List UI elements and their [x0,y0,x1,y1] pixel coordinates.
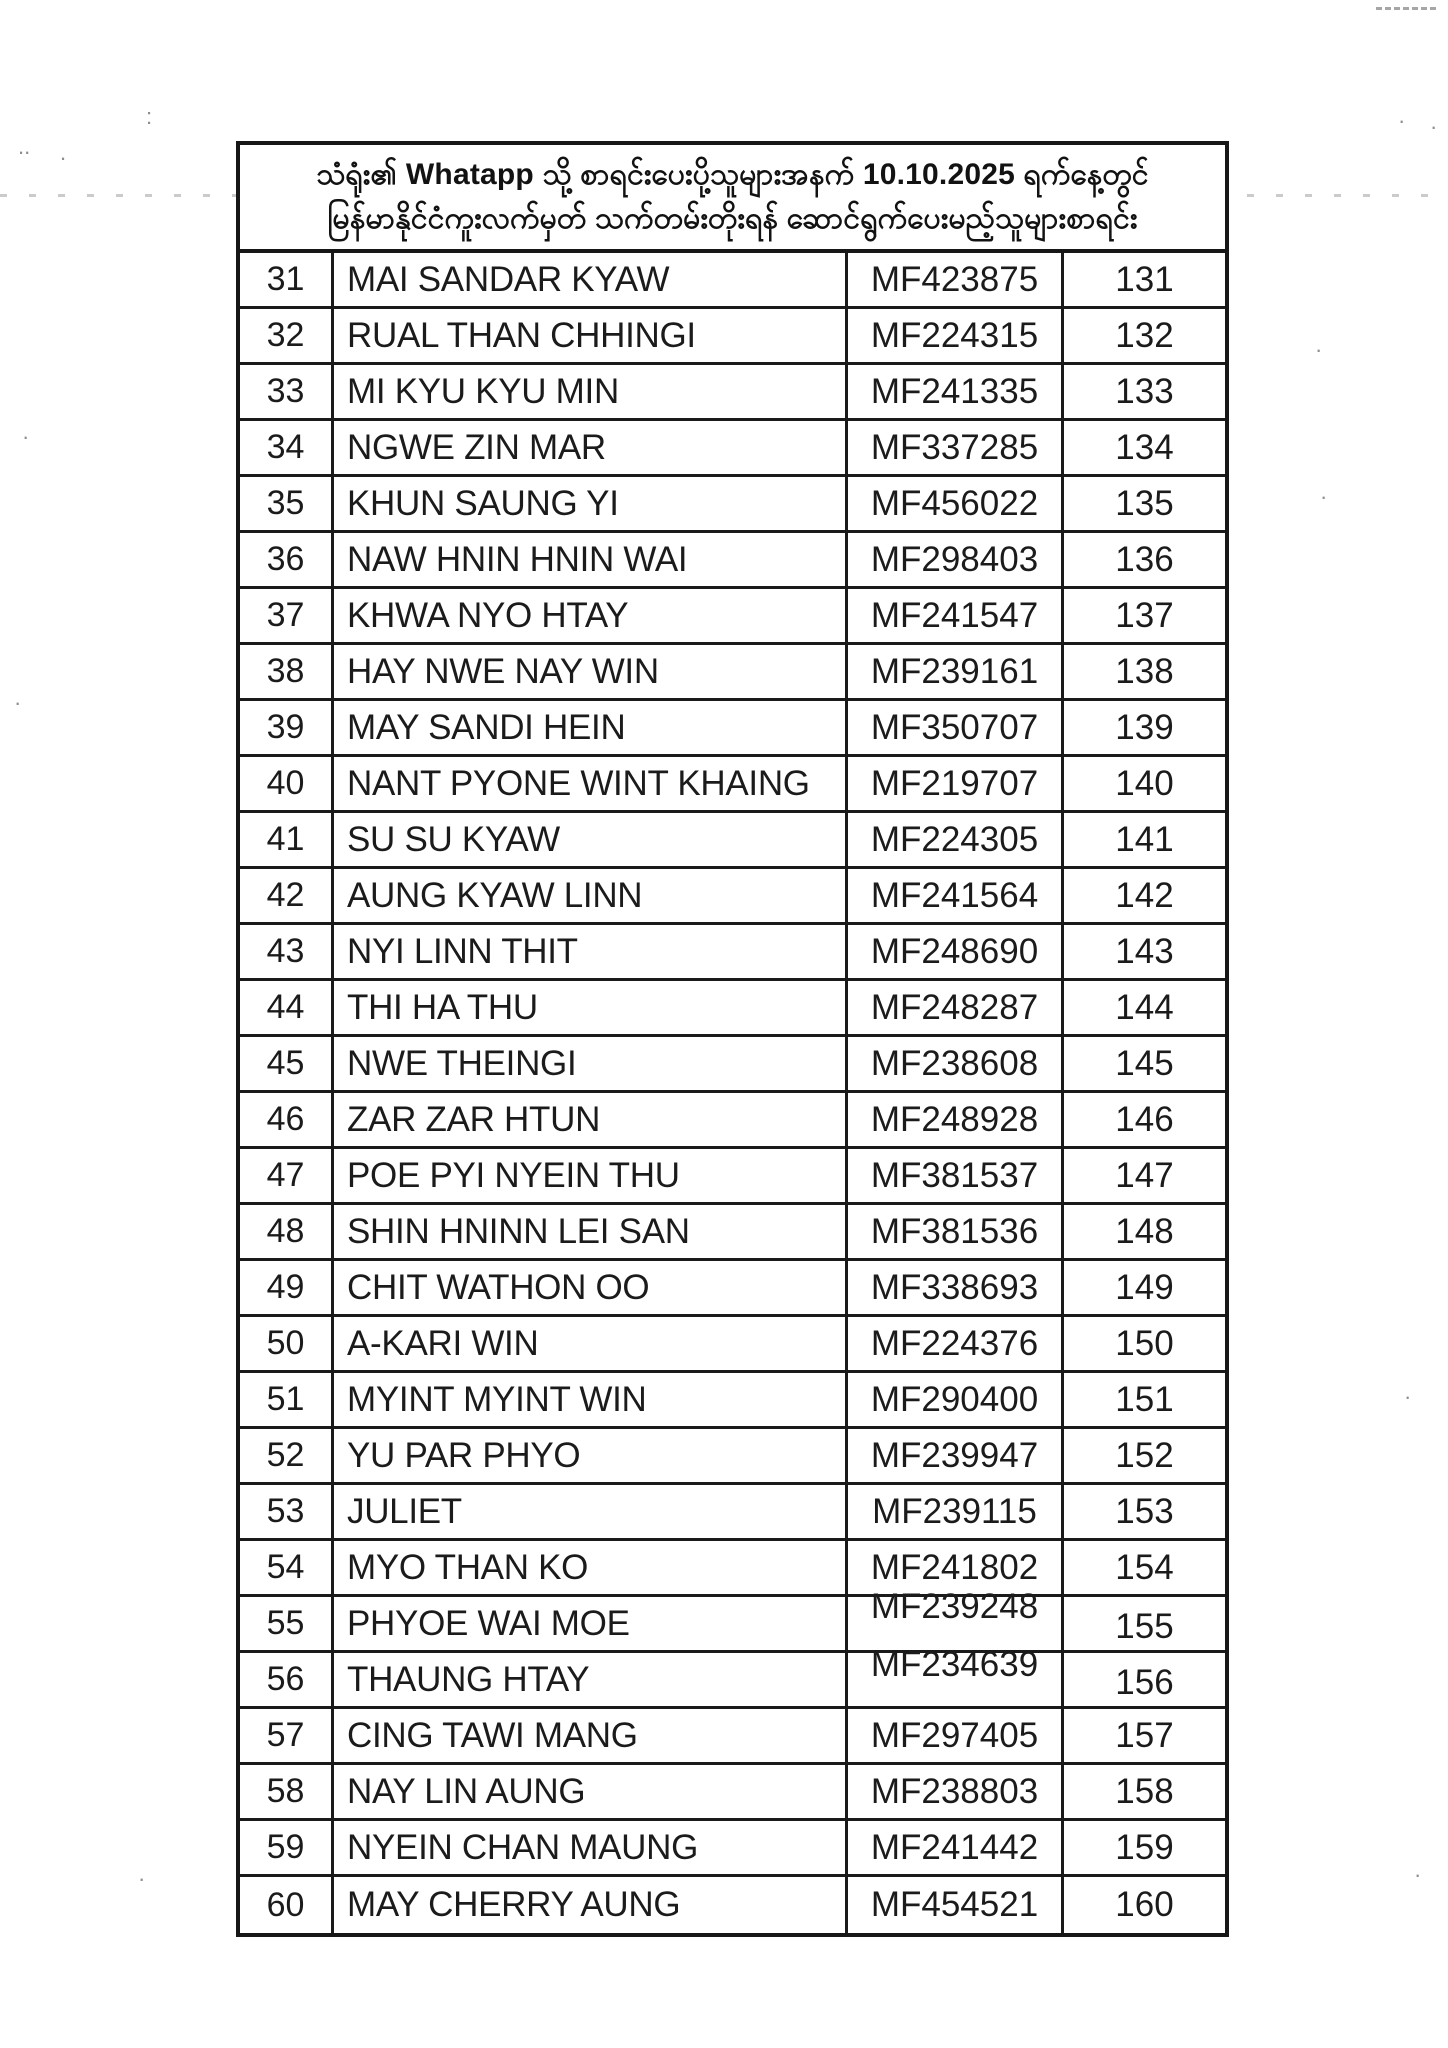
name-text: PHYOE WAI MOE [347,1603,630,1643]
cell-name [334,869,848,922]
name-text: MAY SANDI HEIN [347,707,626,747]
table-row [240,701,1225,757]
scan-artifact-speck: · [1315,337,1323,362]
cell-passport-number [848,1149,1064,1202]
list-number-text: 157 [1115,1715,1174,1755]
passport-number-text: MF238608 [870,1043,1039,1083]
list-number-text: 155 [1115,1606,1174,1646]
serial-number-text: 44 [266,988,305,1026]
name-text: YU PAR PHYO [347,1435,581,1475]
cell-passport-number [848,1037,1064,1090]
cell-serial-number [240,589,334,642]
serial-number-text: 34 [266,428,305,466]
cell-passport-number [848,1877,1064,1933]
table-row [240,645,1225,701]
serial-number-text: 49 [266,1268,305,1306]
cell-list-number [1064,1205,1225,1258]
cell-passport-number [848,1205,1064,1258]
cell-serial-number [240,1373,334,1426]
cell-name [334,1093,848,1146]
list-number-text: 159 [1115,1827,1174,1867]
list-number-text: 137 [1115,595,1174,635]
serial-number-text: 52 [266,1436,305,1474]
cell-list-number [1064,1765,1225,1818]
list-number-text: 149 [1115,1267,1174,1307]
serial-number-text: 53 [266,1492,305,1530]
scan-artifact-speck: : [146,104,153,129]
cell-name [334,421,848,474]
cell-serial-number [240,1485,334,1538]
cell-passport-number [848,1765,1064,1818]
cell-name [334,981,848,1034]
cell-list-number [1064,1877,1225,1933]
scan-artifact-speck: · [1398,108,1406,133]
cell-passport-number [848,421,1064,474]
serial-number-text: 31 [266,260,305,298]
serial-number-text: 39 [266,708,305,746]
name-text: POE PYI NYEIN THU [347,1155,680,1195]
table-row [240,1037,1225,1093]
table-row [240,1586,1225,1653]
passport-number-text: MF337285 [870,427,1039,467]
cell-passport-number [848,1821,1064,1874]
name-text: MYINT MYINT WIN [347,1379,647,1419]
list-number-text: 140 [1115,763,1174,803]
cell-name [334,1653,848,1706]
cell-passport-number [848,925,1064,978]
passport-number-text: MF290400 [870,1379,1039,1419]
cell-name [334,925,848,978]
cell-name [334,1765,848,1818]
passport-number-text: MF224305 [870,819,1039,859]
scan-artifact-speck: · [1430,114,1438,139]
name-text: HAY NWE NAY WIN [347,651,659,691]
cell-name [334,757,848,810]
cell-serial-number [240,1429,334,1482]
table-row [240,1644,1225,1709]
title-line-2: မြန်မာနိုင်ငံကူးလက်မှတ် သက်တမ်းတိုးရန် ဆောင်ရွက်ပေးမည့်သူများစာရင်း [327,202,1138,235]
cell-passport-number [848,1586,1064,1650]
cell-passport-number [848,645,1064,698]
table-row [240,309,1225,365]
name-text: NGWE ZIN MAR [347,427,606,467]
table-row [240,1821,1225,1877]
cell-passport-number [848,757,1064,810]
list-number-text: 134 [1115,427,1174,467]
passport-number-text: MF423875 [870,259,1039,299]
name-text: NYEIN CHAN MAUNG [347,1827,699,1867]
list-number-text: 150 [1115,1323,1174,1363]
cell-passport-number [848,253,1064,306]
cell-name [334,253,848,306]
passport-number-text: MF239115 [872,1491,1037,1531]
name-text: KHUN SAUNG YI [347,483,619,523]
list-number-text: 145 [1115,1043,1174,1083]
serial-number-text: 42 [266,876,305,914]
list-number-text: 141 [1115,819,1174,859]
cell-name [334,1485,848,1538]
name-text: THAUNG HTAY [347,1659,590,1699]
cell-list-number [1064,309,1225,362]
cell-list-number [1064,365,1225,418]
passport-number-text: MF238803 [870,1771,1039,1811]
name-text: NWE THEINGI [347,1043,577,1083]
passport-number-text: MF248928 [870,1099,1039,1139]
passport-number-text: MF234639 [870,1644,1039,1684]
table-row [240,757,1225,813]
list-number-text: 135 [1115,483,1174,523]
cell-serial-number [240,1877,334,1933]
list-number-text: 151 [1115,1379,1174,1419]
cell-passport-number [848,477,1064,530]
cell-list-number [1064,477,1225,530]
serial-number-text: 37 [266,596,305,634]
table-row [240,589,1225,645]
table-body [240,253,1225,1933]
cell-passport-number [848,589,1064,642]
serial-number-text: 35 [266,484,305,522]
serial-number-text: 45 [266,1044,305,1082]
cell-passport-number [848,869,1064,922]
cell-serial-number [240,365,334,418]
cell-serial-number [240,925,334,978]
cell-list-number [1064,1317,1225,1370]
cell-name [334,1821,848,1874]
cell-list-number [1064,925,1225,978]
cell-serial-number [240,757,334,810]
cell-serial-number [240,1765,334,1818]
passport-number-text: MF338693 [870,1267,1039,1307]
cell-passport-number [848,1373,1064,1426]
scan-artifact-dashed-line [1376,7,1436,10]
cell-list-number [1064,533,1225,586]
table-row [240,981,1225,1037]
cell-name [334,1541,848,1594]
serial-number-text: 54 [266,1548,305,1586]
passport-number-text: MF297405 [870,1715,1039,1755]
list-number-text: 154 [1115,1547,1174,1587]
cell-name [334,477,848,530]
cell-passport-number [848,813,1064,866]
cell-name [334,365,848,418]
list-number-text: 148 [1115,1211,1174,1251]
table-row [240,925,1225,981]
scan-artifact-speck: · [14,690,22,715]
name-text: NAW HNIN HNIN WAI [347,539,688,579]
passport-number-text: MF219707 [870,763,1039,803]
cell-name [334,1429,848,1482]
cell-name [334,1261,848,1314]
list-number-text: 152 [1115,1435,1174,1475]
cell-serial-number [240,1821,334,1874]
cell-name [334,1317,848,1370]
table-row [240,1485,1225,1541]
passport-number-text: MF241547 [870,595,1039,635]
passport-number-text: MF224315 [870,315,1039,355]
cell-name [334,1597,848,1650]
list-number-text: 158 [1115,1771,1174,1811]
table-row [240,813,1225,869]
serial-number-text: 55 [266,1604,305,1642]
cell-list-number [1064,869,1225,922]
table-row [240,421,1225,477]
serial-number-text: 36 [266,540,305,578]
list-number-text: 156 [1115,1662,1174,1702]
name-text: CING TAWI MANG [347,1715,638,1755]
cell-list-number [1064,1429,1225,1482]
name-text: SU SU KYAW [347,819,560,859]
cell-list-number [1064,1037,1225,1090]
serial-number-text: 47 [266,1156,305,1194]
cell-passport-number [848,309,1064,362]
name-text: NYI LINN THIT [347,931,578,971]
cell-name [334,1709,848,1762]
cell-list-number [1064,1149,1225,1202]
cell-serial-number [240,1709,334,1762]
list-number-text: 142 [1115,875,1174,915]
cell-serial-number [240,477,334,530]
passport-number-text: MF456022 [870,483,1039,523]
cell-name [334,533,848,586]
scan-artifact-speck: · [1404,1384,1412,1409]
cell-passport-number [848,701,1064,754]
table-row [240,365,1225,421]
name-text: SHIN HNINN LEI SAN [347,1211,690,1251]
cell-serial-number [240,1597,334,1650]
cell-name [334,701,848,754]
table-row [240,1709,1225,1765]
list-number-text: 133 [1115,371,1174,411]
passport-number-text: MF381536 [870,1211,1039,1251]
cell-list-number [1064,1373,1225,1426]
cell-name [334,645,848,698]
serial-number-text: 48 [266,1212,305,1250]
table-row [240,1765,1225,1821]
cell-passport-number [848,1644,1064,1706]
serial-number-text: 38 [266,652,305,690]
passport-number-text: MF241335 [870,371,1039,411]
cell-passport-number [848,1709,1064,1762]
passport-number-text: MF241564 [870,875,1039,915]
cell-passport-number [848,533,1064,586]
serial-number-text: 41 [266,820,305,858]
name-text: THI HA THU [347,987,538,1027]
table-row [240,1093,1225,1149]
name-text: MYO THAN KO [347,1547,589,1587]
cell-serial-number [240,645,334,698]
serial-number-text: 59 [266,1828,305,1866]
list-number-text: 139 [1115,707,1174,747]
table-row [240,1429,1225,1485]
cell-serial-number [240,813,334,866]
list-number-text: 138 [1115,651,1174,691]
scan-artifact-speck: · [1320,484,1328,509]
cell-passport-number [848,981,1064,1034]
table-row [240,1877,1225,1933]
name-text: A-KARI WIN [347,1323,539,1363]
passport-number-text: MF241442 [870,1827,1039,1867]
scan-artifact-speck: · [138,1866,146,1891]
cell-list-number [1064,701,1225,754]
passport-renewal-table [236,141,1229,1937]
passport-number-text: MF381537 [870,1155,1039,1195]
cell-serial-number [240,1317,334,1370]
list-number-text: 144 [1115,987,1174,1027]
cell-list-number [1064,1541,1225,1594]
passport-number-text: MF241802 [870,1547,1039,1587]
cell-name [334,1877,848,1933]
cell-serial-number [240,1261,334,1314]
cell-passport-number [848,1093,1064,1146]
list-number-text: 136 [1115,539,1174,579]
cell-list-number [1064,1597,1225,1650]
cell-serial-number [240,309,334,362]
table-row [240,1149,1225,1205]
name-text: ZAR ZAR HTUN [347,1099,601,1139]
table-row [240,1205,1225,1261]
serial-number-text: 43 [266,932,305,970]
name-text: KHWA NYO HTAY [347,595,629,635]
table-row [240,1373,1225,1429]
cell-list-number [1064,1261,1225,1314]
table-row [240,1541,1225,1597]
scan-artifact-speck: . [60,140,67,165]
cell-name [334,1373,848,1426]
cell-passport-number [848,365,1064,418]
passport-number-text: MF298403 [870,539,1039,579]
serial-number-text: 32 [266,316,305,354]
table-row [240,477,1225,533]
cell-list-number [1064,1821,1225,1874]
cell-name [334,1149,848,1202]
serial-number-text: 46 [266,1100,305,1138]
cell-name [334,813,848,866]
cell-passport-number [848,1317,1064,1370]
name-text: NANT PYONE WINT KHAING [347,763,810,803]
passport-number-text: MF239161 [870,651,1039,691]
cell-name [334,589,848,642]
serial-number-text: 33 [266,372,305,410]
cell-serial-number [240,1149,334,1202]
passport-number-text: MF224376 [870,1323,1039,1363]
table-row [240,869,1225,925]
cell-list-number [1064,253,1225,306]
cell-serial-number [240,1037,334,1090]
cell-list-number [1064,645,1225,698]
serial-number-text: 40 [266,764,305,802]
name-text: CHIT WATHON OO [347,1267,650,1307]
cell-list-number [1064,1093,1225,1146]
cell-name [334,1205,848,1258]
title-line-1: သံရုံး၏ Whatapp သို့ စာရင်းပေးပို့သူများအနက် 10.10.2025 ရက်နေ့တွင် [316,158,1149,191]
passport-number-text: MF248287 [870,987,1039,1027]
cell-passport-number [848,1261,1064,1314]
name-text: NAY LIN AUNG [347,1771,586,1811]
serial-number-text: 58 [266,1772,305,1810]
scan-artifact-speck: · [1414,1862,1422,1887]
scan-artifact-speck: .. [18,134,31,159]
cell-serial-number [240,869,334,922]
name-text: MAY CHERRY AUNG [347,1885,681,1924]
name-text: RUAL THAN CHHINGI [347,315,696,355]
list-number-text: 160 [1115,1885,1174,1924]
list-number-text: 132 [1115,315,1174,355]
cell-list-number [1064,981,1225,1034]
cell-serial-number [240,1653,334,1706]
passport-number-text: MF239947 [870,1435,1039,1475]
name-text: MI KYU KYU MIN [347,371,619,411]
serial-number-text: 50 [266,1324,305,1362]
cell-name [334,1037,848,1090]
cell-list-number [1064,421,1225,474]
cell-serial-number [240,533,334,586]
serial-number-text: 51 [266,1380,305,1418]
serial-number-text: 56 [266,1660,305,1698]
cell-serial-number [240,981,334,1034]
list-number-text: 153 [1115,1491,1174,1531]
cell-list-number [1064,1485,1225,1538]
cell-name [334,309,848,362]
table-row [240,533,1225,589]
table-title [240,145,1225,253]
serial-number-text: 57 [266,1716,305,1754]
table-row [240,1317,1225,1373]
passport-number-text: MF350707 [870,707,1039,747]
serial-number-text: 60 [266,1885,305,1924]
list-number-text: 131 [1115,259,1174,299]
list-number-text: 146 [1115,1099,1174,1139]
list-number-text: 147 [1115,1155,1174,1195]
cell-passport-number [848,1429,1064,1482]
cell-serial-number [240,1541,334,1594]
name-text: JULIET [347,1491,462,1531]
passport-number-text: MF248690 [870,931,1039,971]
cell-passport-number [848,1485,1064,1538]
cell-list-number [1064,589,1225,642]
cell-serial-number [240,1205,334,1258]
cell-serial-number [240,1093,334,1146]
table-row [240,253,1225,309]
cell-serial-number [240,421,334,474]
cell-list-number [1064,813,1225,866]
passport-number-text: MF454521 [870,1885,1039,1924]
list-number-text: 143 [1115,931,1174,971]
cell-serial-number [240,253,334,306]
passport-number-text: MF239248 [870,1586,1039,1626]
table-row [240,1261,1225,1317]
name-text: MAI SANDAR KYAW [347,259,670,299]
name-text: AUNG KYAW LINN [347,875,643,915]
cell-serial-number [240,701,334,754]
cell-list-number [1064,757,1225,810]
scan-artifact-speck: · [22,424,30,449]
cell-list-number [1064,1709,1225,1762]
cell-list-number [1064,1653,1225,1706]
